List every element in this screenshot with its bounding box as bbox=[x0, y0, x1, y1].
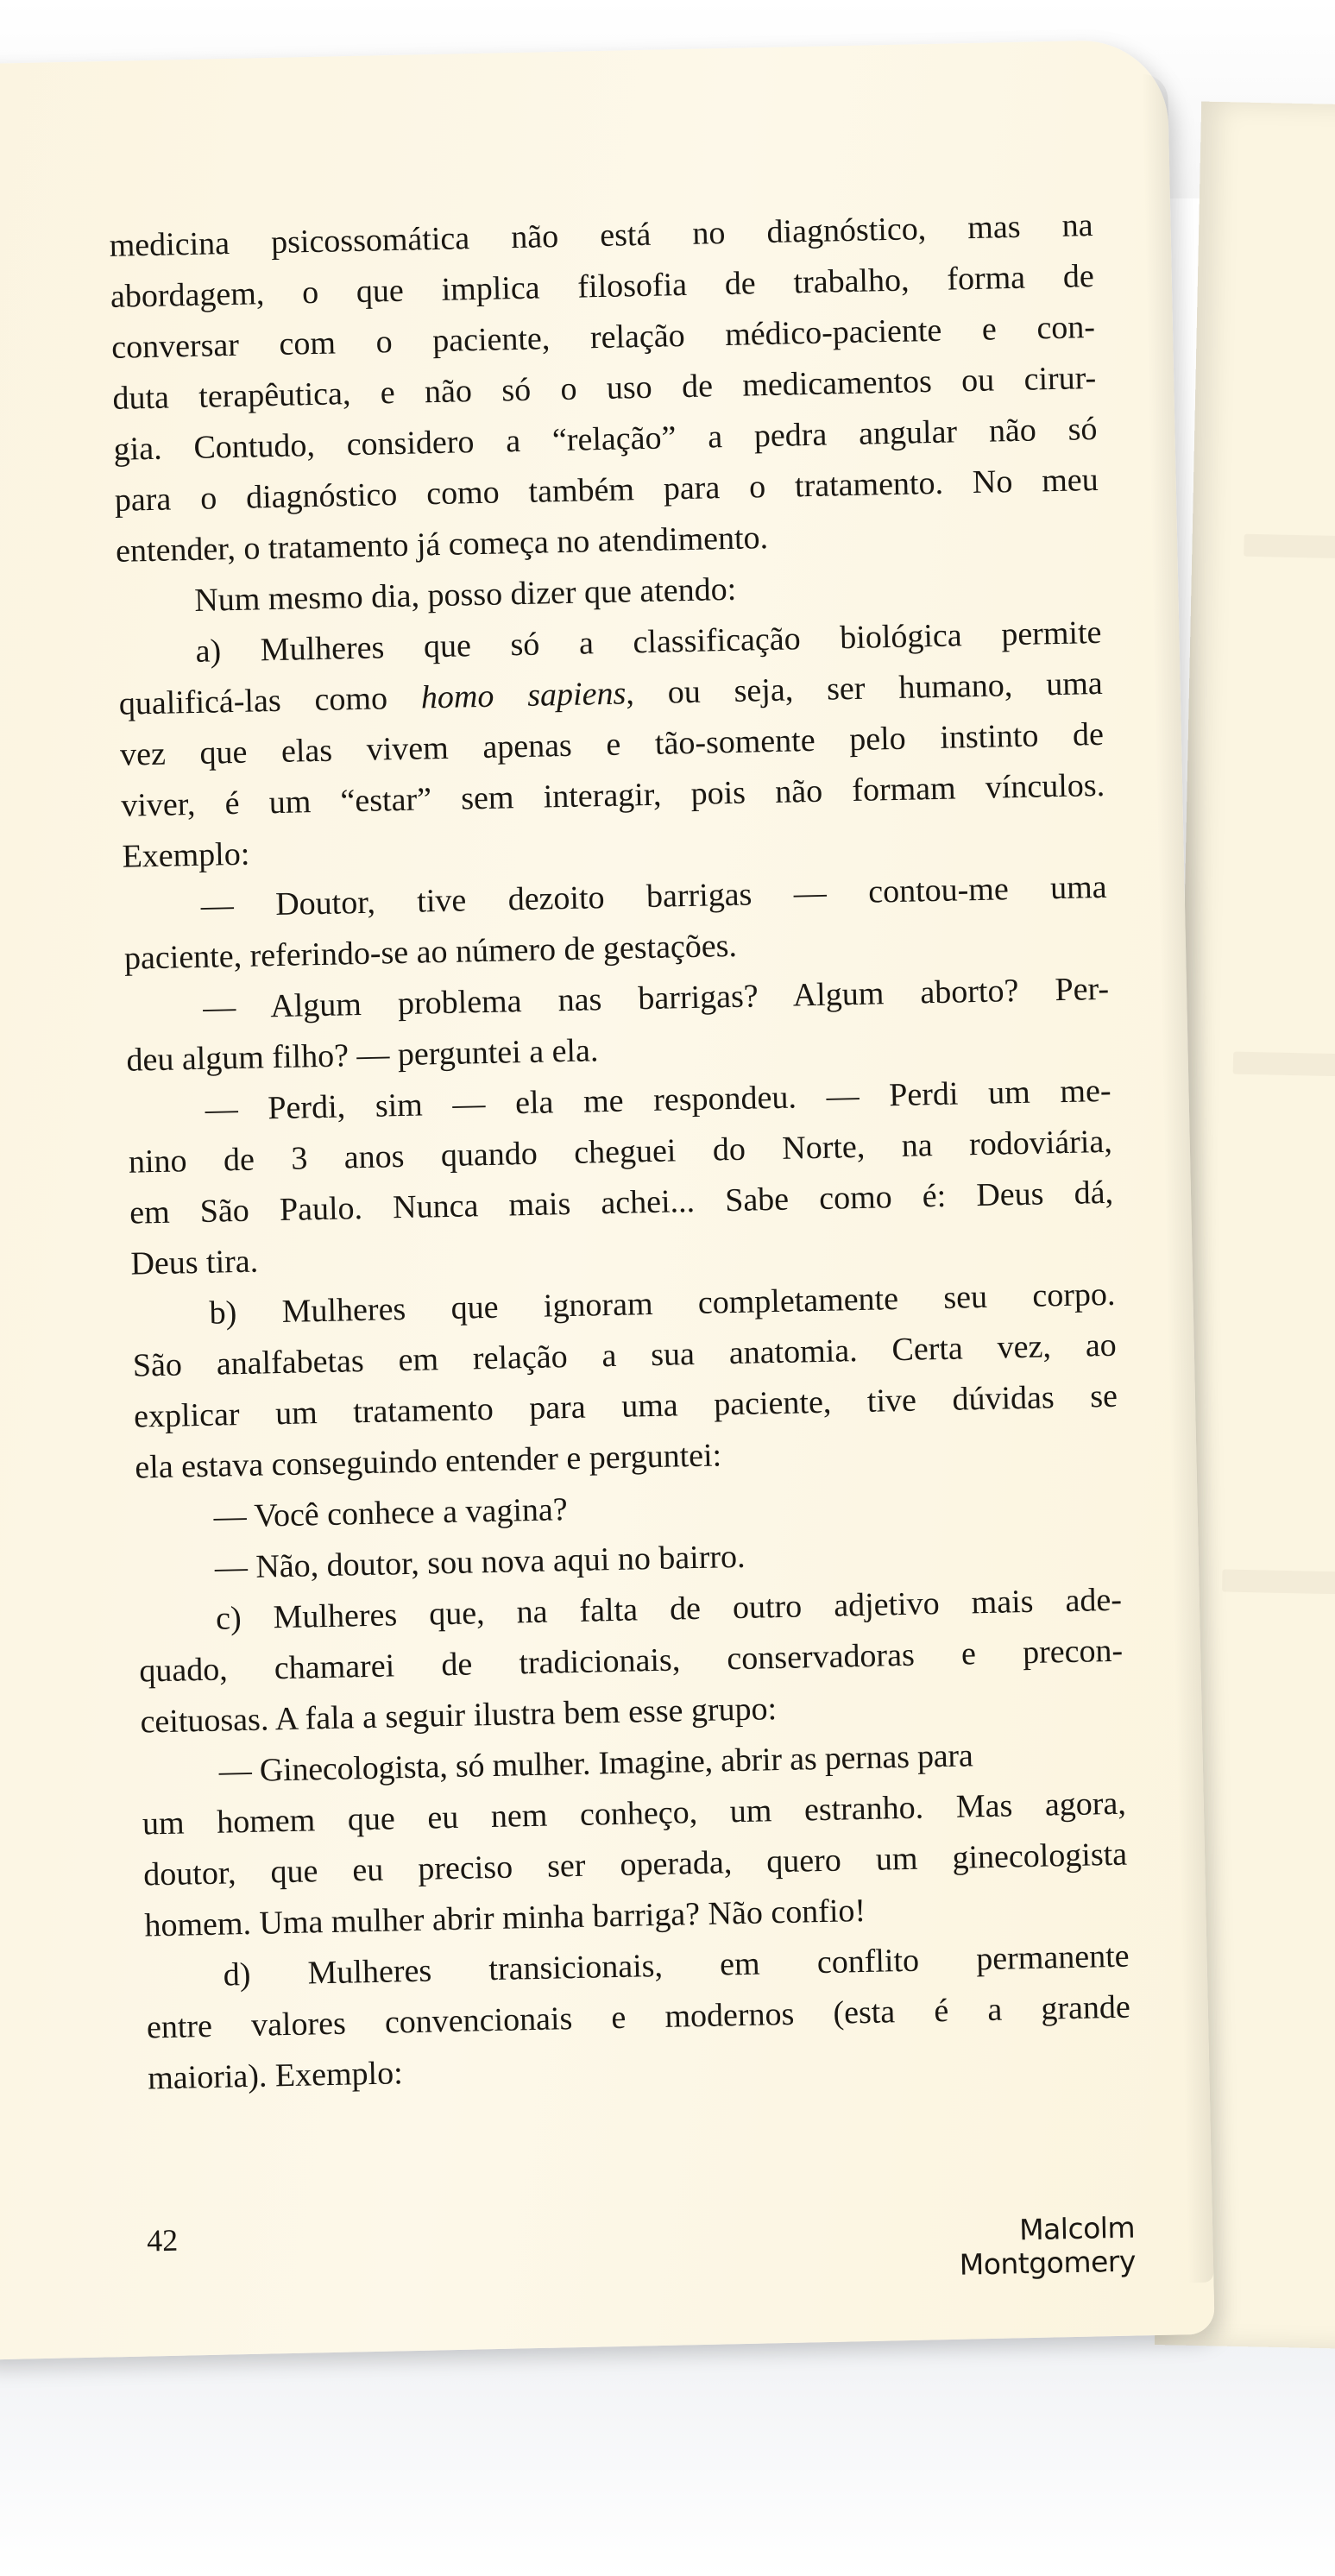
bleed-through-mark bbox=[1222, 1569, 1335, 1595]
line-text: gia. Contudo, considero a “relação” a pedra angular não só bbox=[113, 411, 1098, 468]
line-text: Num mesmo dia, posso dizer que atendo: bbox=[193, 570, 737, 619]
book-page bbox=[0, 39, 1215, 2360]
line-text: um homem que eu nem conheço, um estranho. Mas agora, bbox=[142, 1785, 1127, 1842]
line-text: maioria). Exemplo: bbox=[147, 2055, 404, 2097]
line-text: viver, é um “estar” sem interagir, pois não formam vínculos. bbox=[120, 766, 1105, 824]
line-text: — Doutor, tive dezoito barrigas — contou-me uma bbox=[200, 868, 1107, 924]
line-text: c) Mulheres que, na falta de outro adjetivo mais ade- bbox=[215, 1581, 1123, 1637]
line-text: paciente, referindo-se ao número de gestações. bbox=[123, 927, 738, 977]
line-text: — Não, doutor, sou nova aqui no bairro. bbox=[214, 1538, 746, 1586]
line-text: — Algum problema nas barrigas? Algum aborto? Per- bbox=[202, 970, 1110, 1026]
line-text: Exemplo: bbox=[122, 835, 250, 875]
line-text: medicina psicossomática não está no diagnóstico, mas na bbox=[109, 207, 1093, 264]
line-text: qualificá-las como bbox=[118, 680, 388, 722]
line-text: ela estava conseguindo entender e perguntei: bbox=[134, 1437, 722, 1486]
line-text-continuation: , ou seja, ser humano, uma bbox=[625, 664, 1104, 712]
line-text: ceituosas. A fala a seguir ilustra bem esse grupo: bbox=[140, 1691, 778, 1741]
line-text: homem. Uma mulher abrir minha barriga? Não confio! bbox=[144, 1893, 866, 1944]
line-text: — Você conhece a vagina? bbox=[213, 1491, 569, 1535]
line-text: b) Mulheres que ignoram completamente seu corpo. bbox=[209, 1275, 1116, 1332]
line-text: Deus tira. bbox=[130, 1243, 259, 1282]
line-text: para o diagnóstico como também para o tratamento. No meu bbox=[114, 461, 1099, 519]
bleed-through-mark bbox=[1233, 1052, 1335, 1078]
line-text: abordagem, o que implica filosofia de trabalho, forma de bbox=[110, 258, 1095, 315]
line-text: quado, chamarei de tradicionais, conservadoras e precon- bbox=[138, 1632, 1124, 1690]
line-text: — Ginecologista, só mulher. Imagine, abrir as pernas para bbox=[218, 1737, 973, 1790]
bleed-through-mark bbox=[1244, 534, 1335, 560]
line-text: nino de 3 anos quando cheguei do Norte, na rodoviária, bbox=[128, 1123, 1113, 1181]
line-text: deu algum filho? — perguntei a ela. bbox=[126, 1032, 599, 1079]
line-text: vez que elas vivem apenas e tão-somente pelo instinto de bbox=[119, 715, 1105, 773]
running-footer-author: Malcolm Montgomery bbox=[959, 2210, 1137, 2282]
line-text: entender, o tratamento já começa no atendimento. bbox=[115, 520, 769, 570]
line-text: duta terapêutica, e não só o uso de medicamentos ou cirur- bbox=[112, 360, 1097, 417]
line-text: explicar um tratamento para uma paciente, tive dúvidas se bbox=[133, 1377, 1118, 1435]
line-text: doutor, que eu preciso ser operada, quero um ginecologista bbox=[142, 1836, 1128, 1893]
line-text: entre valores convencionais e modernos (esta é a grande bbox=[146, 1988, 1131, 2046]
line-text: a) Mulheres que só a classificação biológica permite bbox=[195, 614, 1102, 670]
italic-term: homo sapiens bbox=[420, 675, 627, 716]
page-number: 42 bbox=[146, 2222, 179, 2258]
line-text: conversar com o paciente, relação médico-paciente e con- bbox=[110, 309, 1096, 366]
line-text: em São Paulo. Nunca mais achei... Sabe como é: Deus dá, bbox=[129, 1174, 1114, 1231]
line-text: d) Mulheres transicionais, em conflito permanente bbox=[223, 1937, 1130, 1993]
line-text: São analfabetas em relação a sua anatomia. Certa vez, ao bbox=[132, 1326, 1118, 1384]
body-text bbox=[109, 200, 1131, 2104]
line-text: — Perdi, sim — ela me respondeu. — Perdi um me- bbox=[205, 1072, 1111, 1128]
